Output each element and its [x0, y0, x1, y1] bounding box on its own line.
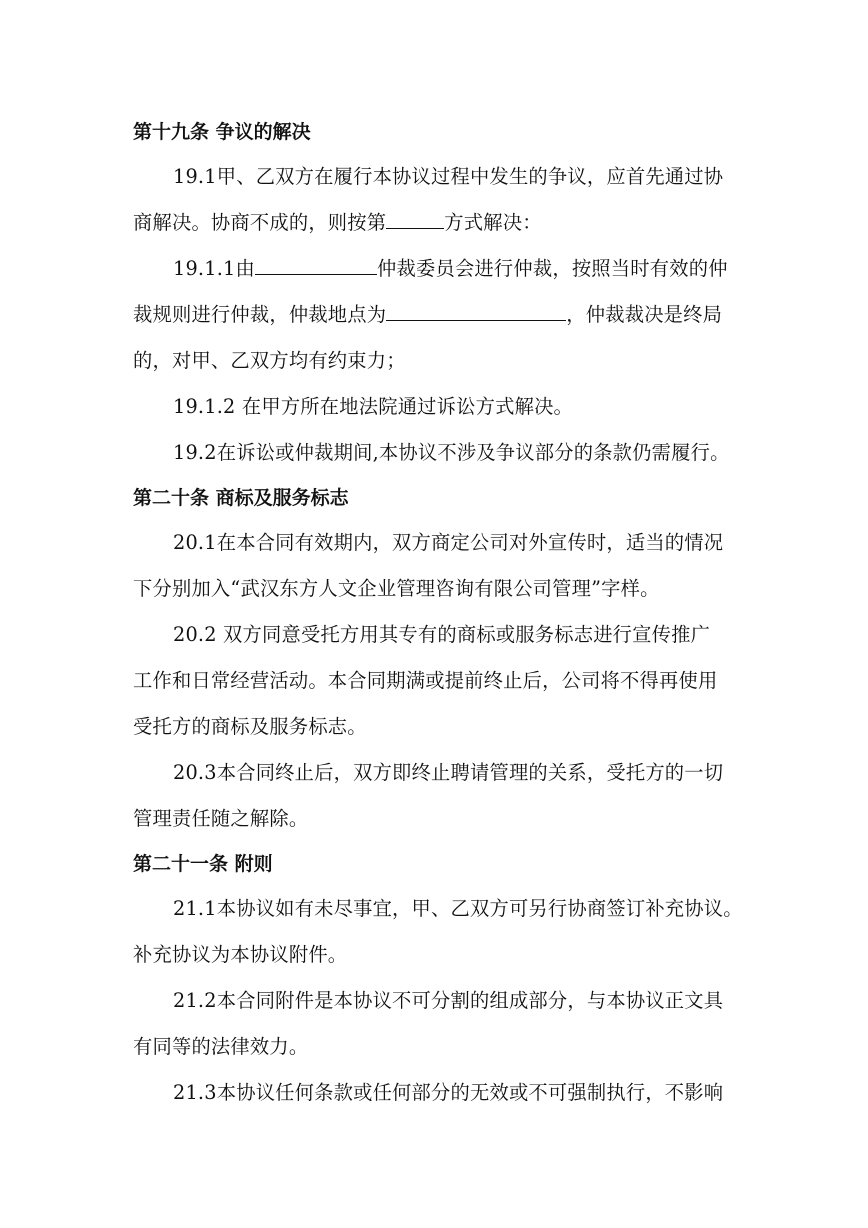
clause-19-1-line-2: [133, 200, 745, 246]
clause-19-1-line-1: 19.1甲、乙双方在履行本协议过程中发生的争议，应首先通过协: [173, 165, 724, 188]
clause-20-1-line-2: 下分别加入“武汉东方人文企业管理咨询有限公司管理”字样。: [133, 577, 660, 600]
clause-19-2: 19.2在诉讼或仲裁期间,本协议不涉及争议部分的条款仍需履行。: [173, 441, 730, 464]
clause-20-2-line-2: 工作和日常经营活动。本合同期满或提前终止后，公司将不得再使用: [133, 669, 718, 692]
clause-19-1-1-text-b: 仲裁委员会进行仲裁，按照当时有效的仲: [377, 257, 728, 280]
arbitration-location-blank: [386, 302, 566, 321]
clause-20-2-line-1: 20.2 双方同意受托方用其专有的商标或服务标志进行宣传推广: [173, 623, 711, 646]
clause-19-1-1-line-2: [133, 292, 745, 338]
article-21-heading: 第二十一条 附则: [133, 853, 273, 875]
clause-21-1-line-1: 21.1本协议如有未尽事宜，甲、乙双方可另行协商签订补充协议。: [173, 897, 743, 920]
clause-20-3-line-2: 管理责任随之解除。: [133, 807, 309, 830]
clause-19-1-1-text-a: 19.1.1由: [173, 257, 256, 280]
clause-21-2-line-2: 有同等的法律效力。: [133, 1035, 309, 1058]
clause-21-1-line-2: 补充协议为本协议附件。: [133, 943, 348, 966]
article-20-heading: 第二十条 商标及服务标志: [133, 487, 349, 509]
method-number-blank: [386, 210, 444, 229]
clause-19-1-1-line-3: 的，对甲、乙双方均有约束力；: [133, 349, 406, 372]
clause-19-1-text-a: 商解决。协商不成的，则按第: [133, 211, 387, 234]
clause-20-2-line-3: 受托方的商标及服务标志。: [133, 715, 367, 738]
article-19-heading: 第十九条 争议的解决: [133, 121, 311, 143]
document-body: [133, 110, 745, 1116]
arbitration-commission-blank: [255, 256, 377, 275]
clause-19-1-2: 19.1.2 在甲方所在地法院通过诉讼方式解决。: [173, 395, 574, 418]
clause-19-1-1-text-d: ，仲裁裁决是终局: [566, 303, 723, 326]
clause-20-3-line-1: 20.3本合同终止后，双方即终止聘请管理的关系，受托方的一切: [173, 761, 724, 784]
clause-19-1-1-text-c: 裁规则进行仲裁，仲裁地点为: [133, 303, 387, 326]
clause-21-3-line-1: 21.3本协议任何条款或任何部分的无效或不可强制执行，不影响: [173, 1081, 724, 1104]
clause-19-1-text-b: 方式解决：: [444, 211, 542, 234]
clause-19-1-1-line-1: [133, 246, 745, 292]
clause-20-1-line-1: 20.1在本合同有效期内，双方商定公司对外宣传时，适当的情况: [173, 531, 724, 554]
clause-21-2-line-1: 21.2本合同附件是本协议不可分割的组成部分，与本协议正文具: [173, 989, 724, 1012]
